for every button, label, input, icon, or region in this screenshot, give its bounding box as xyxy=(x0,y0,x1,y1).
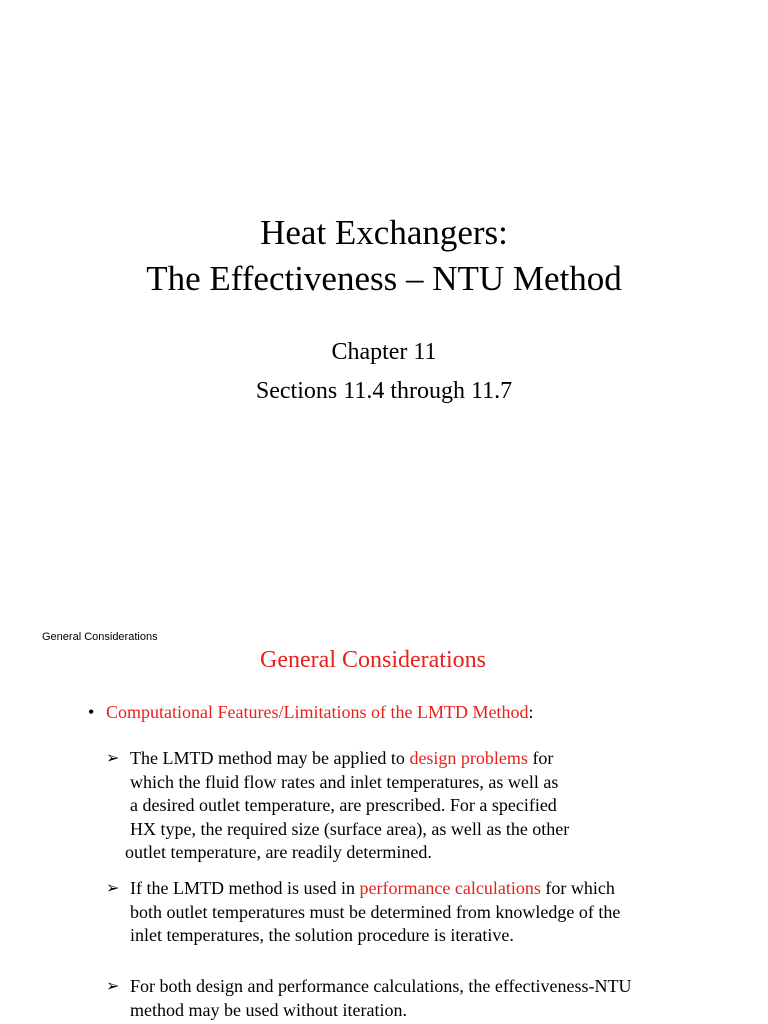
title-line-2: The Effectiveness – NTU Method xyxy=(146,259,622,298)
item-text-post: for which xyxy=(540,878,615,898)
item-highlight: design problems xyxy=(409,748,528,768)
item-highlight: performance calculations xyxy=(359,878,541,898)
arrow-bullet-icon: ➢ xyxy=(106,978,120,995)
bullet-dot: • xyxy=(88,702,95,722)
item-text: The LMTD method may be applied to xyxy=(130,748,410,768)
item-text: If the LMTD method is used in xyxy=(130,878,360,898)
item-first-line xyxy=(130,877,620,901)
list-item xyxy=(106,975,632,1022)
item-text-post: for xyxy=(527,748,554,768)
item-line: a desired outlet temperature, are prescribed. For a specified xyxy=(130,795,557,815)
list-item xyxy=(106,747,570,865)
slide-label: General Considerations xyxy=(42,631,158,643)
sections-label: Sections 11.4 through 11.7 xyxy=(255,378,513,404)
arrow-bullet-icon: ➢ xyxy=(106,750,120,767)
main-bullet xyxy=(88,700,533,724)
item-line: which the fluid flow rates and inlet temperatures, as well as xyxy=(130,771,559,792)
title-line-1: Heat Exchangers: xyxy=(260,213,508,252)
slide-heading: General Considerations xyxy=(260,647,486,673)
chapter-label: Chapter 11 xyxy=(331,339,437,365)
item-line: outlet temperature, are readily determined. xyxy=(125,842,432,862)
item-first-line xyxy=(130,975,632,999)
list-item xyxy=(106,877,621,948)
item-first-line xyxy=(130,747,569,771)
bullet-suffix: : xyxy=(528,702,534,722)
item-line: method may be used without iteration. xyxy=(130,999,407,1020)
item-line: both outlet temperatures must be determined from knowledge of the xyxy=(130,901,621,922)
bullet-red-text: Computational Features/Limitations of the LMTD Method xyxy=(106,702,529,722)
item-line: inlet temperatures, the solution procedure is iterative. xyxy=(130,925,514,945)
arrow-bullet-icon: ➢ xyxy=(106,880,120,897)
item-line: HX type, the required size (surface area), as well as the other xyxy=(130,818,570,839)
item-text: For both design and performance calculations, the effectiveness-NTU xyxy=(130,976,632,996)
